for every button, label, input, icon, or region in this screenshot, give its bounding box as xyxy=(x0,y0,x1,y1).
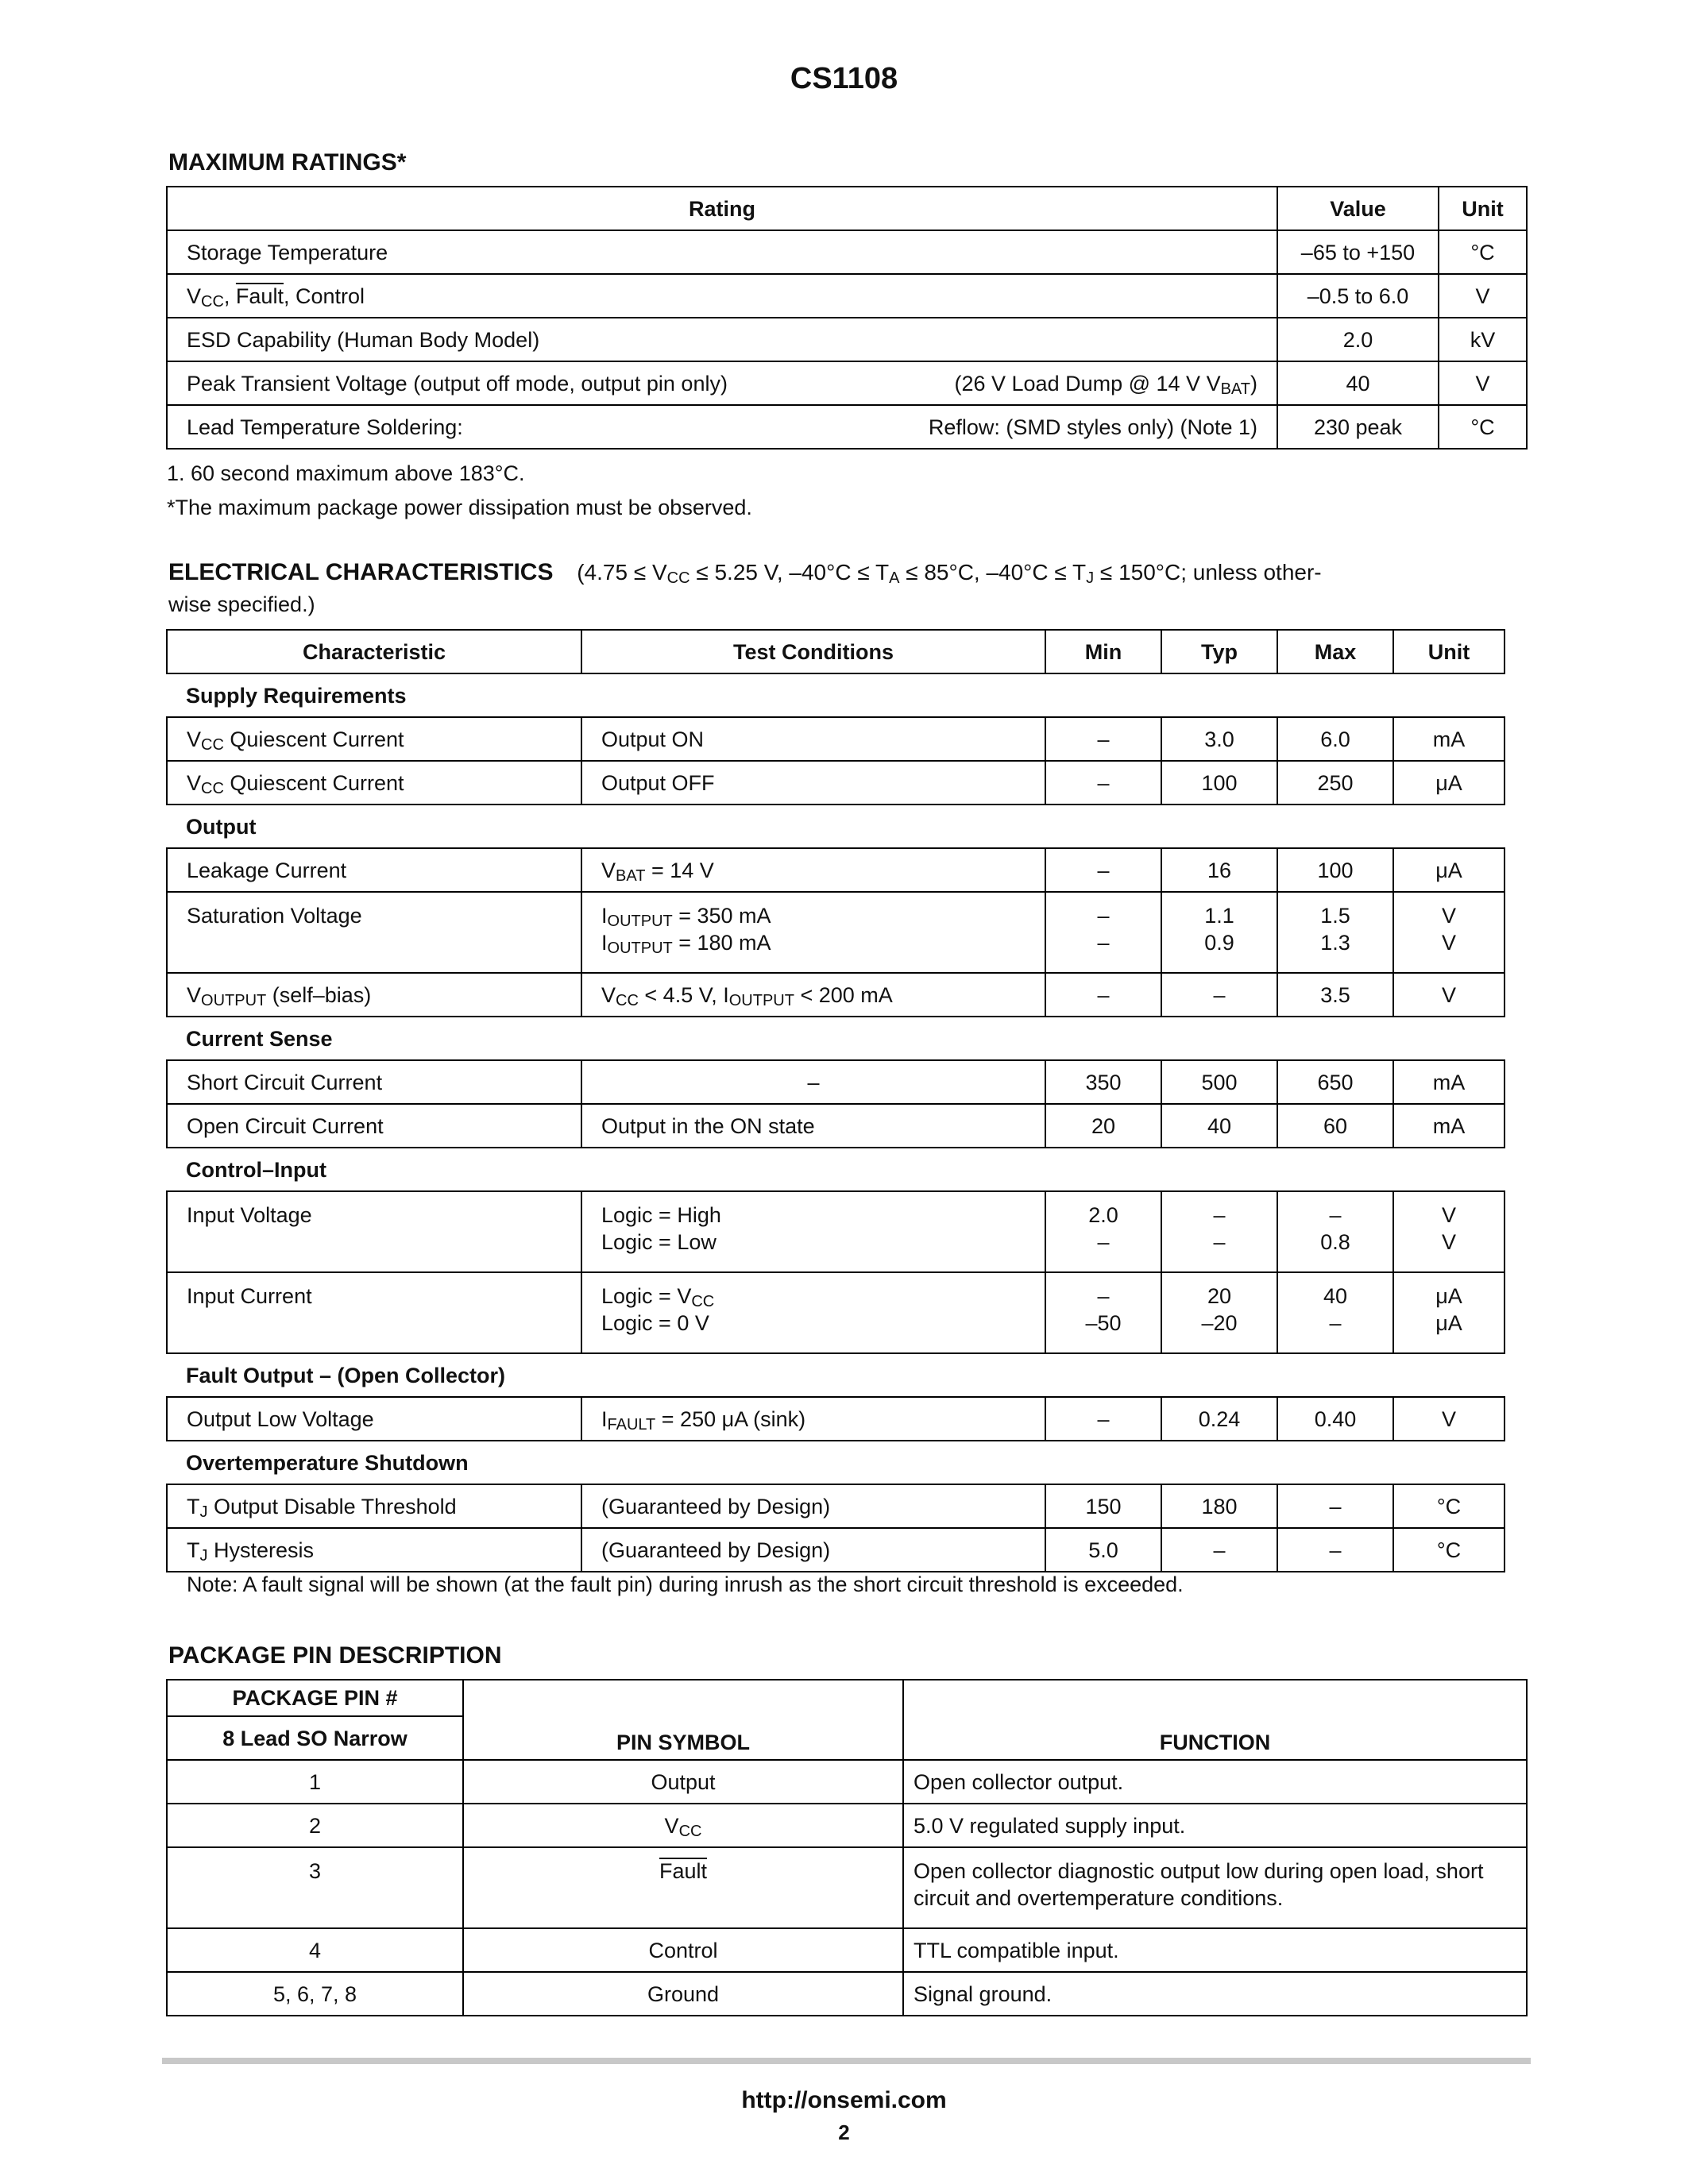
table-row xyxy=(167,318,1527,361)
rating-cell: Peak Transient Voltage (output off mode, output pin only) (26 V Load Dump @ 14 V $V_{BAT}$) xyxy=(167,361,1277,405)
col-characteristic: Characteristic xyxy=(167,630,581,673)
unit-cell: V xyxy=(1439,361,1527,405)
col-unit: Unit xyxy=(1439,187,1527,230)
col-pin-symbol: PIN SYMBOL xyxy=(463,1680,903,1760)
rating-cell: ESD Capability (Human Body Model) xyxy=(167,318,1277,361)
category-control-input: Control–Input xyxy=(167,1148,1505,1191)
elec-note: Note: A fault signal will be shown (at the fault pin) during inrush as the short circuit threshold is exceeded. xyxy=(187,1572,1184,1596)
footnote-2: *The maximum package power dissipation must be observed. xyxy=(167,496,752,519)
col-typ: Typ xyxy=(1161,630,1277,673)
table-row: Leakage Current $V_{BAT} = 14$ V – 16 100 μA xyxy=(167,848,1505,892)
rating-cell: Lead Temperature Soldering: Reflow: (SMD styles only) (Note 1) xyxy=(167,405,1277,449)
elec-heading-line xyxy=(168,559,1322,586)
col-test-conditions: Test Conditions xyxy=(581,630,1045,673)
table-row: Input Current Logic = $V_{CC}$ Logic = 0 V – –50 20 –20 40 – μA μA xyxy=(167,1272,1505,1353)
col-min: Min xyxy=(1045,630,1161,673)
col-max: Max xyxy=(1277,630,1393,673)
table-row: Saturation Voltage $I_{OUTPUT} = 350$ mA $I_{OUTPUT} = 180$ mA – – 1.1 0.9 1.5 1.3 V V xyxy=(167,892,1505,973)
col-value: Value xyxy=(1277,187,1439,230)
table-row: 3 Fault Open collector diagnostic output low during open load, short circuit and overtemperature conditions. xyxy=(167,1847,1527,1928)
pins-heading: PACKAGE PIN DESCRIPTION xyxy=(168,1642,502,1669)
table-row: Input Voltage Logic = High Logic = Low 2.0 – – – – 0.8 V V xyxy=(167,1191,1505,1272)
elec-conditions: ($4.75 \le V_{CC} \le 5.25$ V, $-40^\circ C \le T_A \le 85^\circ C$, $-40^\circ C \le T_J \le 150^\circ C$; unless other- xyxy=(577,560,1322,587)
table-row: 4 Control TTL compatible input. xyxy=(167,1928,1527,1972)
col-function: FUNCTION xyxy=(903,1680,1527,1760)
table-row: $V_{OUTPUT}$ (self–bias) $V_{CC} < 4.5$ V, $I_{OUTPUT} < 200$ mA – – 3.5 V xyxy=(167,973,1505,1017)
elec-heading: ELECTRICAL CHARACTERISTICS xyxy=(168,559,554,585)
table-row: Open Circuit Current Output in the ON state 20 40 60 mA xyxy=(167,1104,1505,1148)
table-row xyxy=(167,274,1527,318)
table-row xyxy=(167,230,1527,274)
value-cell: –65 to +150 xyxy=(1277,230,1439,274)
rating-cell: $V_{CC}$, Fault, Control xyxy=(167,274,1277,318)
max-ratings-table xyxy=(166,186,1528,450)
table-row: $V_{CC}$ Quiescent Current Output OFF – 100 250 μA xyxy=(167,761,1505,805)
value-cell: 2.0 xyxy=(1277,318,1439,361)
footer-url[interactable]: http://onsemi.com xyxy=(741,2087,947,2113)
category-current-sense: Current Sense xyxy=(167,1017,1505,1060)
footnote-1: 1. 60 second maximum above 183°C. xyxy=(167,461,525,485)
max-ratings-heading: MAXIMUM RATINGS* xyxy=(168,149,407,176)
table-row: Output Low Voltage $I_{FAULT} = 250$ μA (sink) – 0.24 0.40 V xyxy=(167,1397,1505,1441)
table-row: Short Circuit Current – 350 500 650 mA xyxy=(167,1060,1505,1104)
elec-conditions-line2: wise specified.) xyxy=(168,592,315,616)
table-row: 5, 6, 7, 8 Ground Signal ground. xyxy=(167,1972,1527,2016)
unit-cell: V xyxy=(1439,274,1527,318)
table-row xyxy=(167,405,1527,449)
unit-cell: °C xyxy=(1439,230,1527,274)
table-row: 2 $V_{CC}$ 5.0 V regulated supply input. xyxy=(167,1804,1527,1847)
table-row: $T_J$ Output Disable Threshold (Guaranteed by Design) 150 180 – °C xyxy=(167,1484,1505,1528)
table-row: $T_J$ Hysteresis (Guaranteed by Design) 5.0 – – °C xyxy=(167,1528,1505,1572)
pin-table xyxy=(166,1679,1528,2016)
table-row xyxy=(167,361,1527,405)
rating-cell: Storage Temperature xyxy=(167,230,1277,274)
category-overtemp: Overtemperature Shutdown xyxy=(167,1441,1505,1484)
category-fault-output: Fault Output – (Open Collector) xyxy=(167,1353,1505,1397)
col-package-pin: PACKAGE PIN # xyxy=(167,1680,463,1716)
page-number: 2 xyxy=(838,2120,850,2144)
table-row: 1 Output Open collector output. xyxy=(167,1760,1527,1804)
category-supply: Supply Requirements xyxy=(167,673,1505,717)
value-cell: 230 peak xyxy=(1277,405,1439,449)
col-unit: Unit xyxy=(1393,630,1505,673)
col-lead: 8 Lead SO Narrow xyxy=(167,1716,463,1760)
unit-cell: kV xyxy=(1439,318,1527,361)
value-cell: –0.5 to 6.0 xyxy=(1277,274,1439,318)
electrical-table xyxy=(166,629,1505,1572)
footer-rule xyxy=(162,2058,1531,2064)
col-rating: Rating xyxy=(167,187,1277,230)
page-title: CS1108 xyxy=(790,62,898,95)
value-cell: 40 xyxy=(1277,361,1439,405)
unit-cell: °C xyxy=(1439,405,1527,449)
category-output: Output xyxy=(167,805,1505,848)
table-row: $V_{CC}$ Quiescent Current Output ON – 3.0 6.0 mA xyxy=(167,717,1505,761)
